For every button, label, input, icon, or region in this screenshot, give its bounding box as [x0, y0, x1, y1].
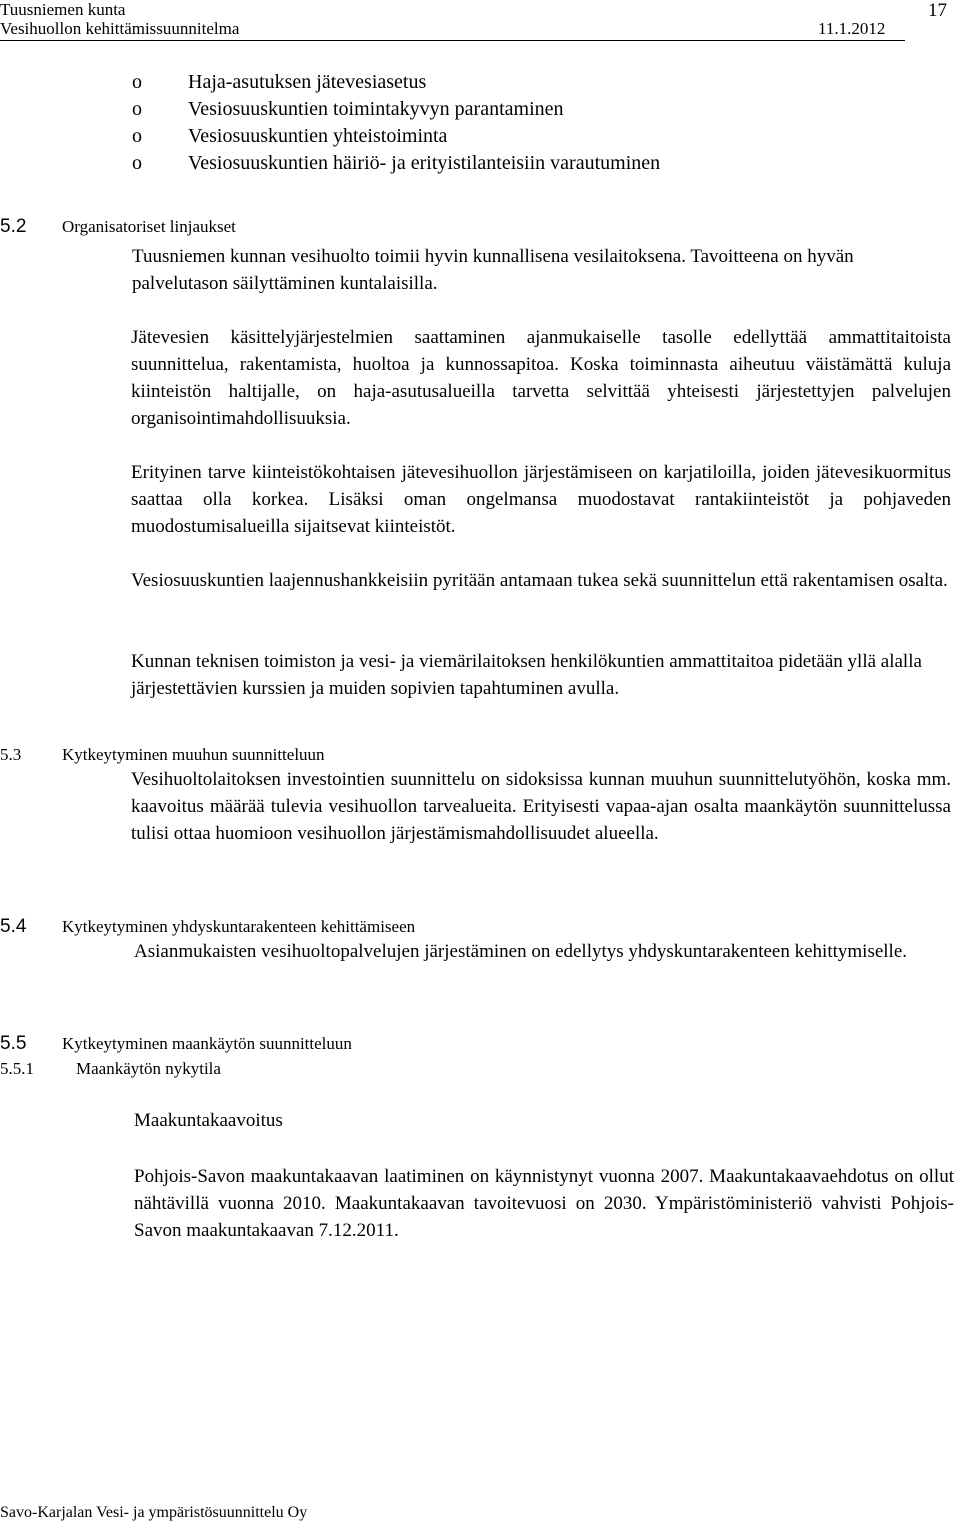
section-5-4-title: Kytkeytyminen yhdyskuntarakenteen kehittämiseen: [62, 917, 416, 936]
section-5-5-1-number: 5.5.1: [0, 1059, 34, 1078]
section-5-5-number: 5.5: [0, 1033, 27, 1054]
bullet-item: Vesiosuuskuntien toimintakyvyn parantaminen: [188, 98, 564, 120]
bullet-marker: o: [132, 125, 142, 147]
section-5-3-title: Kytkeytyminen muuhun suunnitteluun: [62, 745, 325, 764]
bullet-marker: o: [132, 98, 142, 120]
section-5-3-number: 5.3: [0, 745, 22, 764]
bullet-item: Haja-asutuksen jätevesiasetus: [188, 71, 427, 93]
section-5-4-number: 5.4: [0, 916, 27, 937]
section-5-5-1-paragraph: Pohjois-Savon maakuntakaavan laatiminen on käynnistynyt vuonna 2007. Maakuntakaavaehdotus on ollut nähtävillä vuonna 2010. Maakuntakaavan tavoitevuosi on 2030. Ympäristöministeriö vahvisti Pohjois-Savon maakuntakaavan 7.12.2011.: [134, 1166, 954, 1241]
footer-company: Savo-Karjalan Vesi- ja ympäristösuunnittelu Oy: [0, 1504, 308, 1521]
section-5-2-paragraph-2: Jätevesien käsittelyjärjestelmien saattaminen ajanmukaiselle tasolle edellyttää ammattitaitoista suunnittelua, rakentamista, huoltoa ja kunnossapitoa. Koska toiminnasta aiheutuu väistämättä kuluja kiinteistön haltijalle, on haja-asutusalueilla tarvetta selvittää yhteisesti järjestettyjen palvelujen organisointimahdollisuuksia.: [131, 327, 951, 429]
section-5-2-number: 5.2: [0, 216, 27, 237]
section-5-4-paragraph: Asianmukaisten vesihuoltopalvelujen järjestäminen on edellytys yhdyskuntarakenteen kehittymiselle.: [134, 941, 908, 962]
section-5-5-title: Kytkeytyminen maankäytön suunnitteluun: [62, 1034, 352, 1053]
section-5-5-1-title: Maankäytön nykytila: [76, 1059, 221, 1078]
header-organization: Tuusniemen kunta: [0, 0, 126, 19]
subheading-maakuntakaavoitus: Maakuntakaavoitus: [134, 1110, 283, 1131]
header-date: 11.1.2012: [818, 19, 886, 38]
section-5-2-paragraph-4: Vesiosuuskuntien laajennushankkeisiin pyritään antamaan tukea sekä suunnittelun että rakentamisen osalta.: [131, 570, 948, 591]
section-5-3-paragraph: Vesihuoltolaitoksen investointien suunnittelu on sidoksissa kunnan muuhun suunnittelutyöhön, koska mm. kaavoitus määrää tulevia vesihuollon tarvealueita. Erityisesti vapaa-ajan osalta maankäytön suunnittelussa tulisi ottaa huomioon vesihuollon järjestämismahdollisuudet alueella.: [131, 769, 951, 844]
section-5-2-paragraph-3: Erityinen tarve kiinteistökohtaisen jätevesihuollon järjestämiseen on karjatiloilla, joiden jätevesikuormitus saattaa olla korkea. Lisäksi oman ongelmansa muodostavat rantakiinteistöt ja pohjaveden muodostumisalueilla sijaitsevat kiinteistöt.: [131, 462, 951, 537]
header-divider: [0, 40, 905, 41]
section-5-2-title: Organisatoriset linjaukset: [62, 217, 236, 236]
header-document-title: Vesihuollon kehittämissuunnitelma: [0, 19, 240, 38]
bullet-marker: o: [132, 71, 142, 93]
section-5-2-paragraph-5: Kunnan teknisen toimiston ja vesi- ja viemärilaitoksen henkilökuntien ammattitaitoa pidetään yllä alalla järjestettävien kurssien ja muiden sopivien tapahtuminen avulla.: [131, 651, 922, 699]
page-number: 17: [928, 0, 947, 21]
bullet-item: Vesiosuuskuntien häiriö- ja erityistilanteisiin varautuminen: [188, 152, 661, 174]
bullet-item: Vesiosuuskuntien yhteistoiminta: [188, 125, 448, 147]
section-5-2-paragraph-1: Tuusniemen kunnan vesihuolto toimii hyvin kunnallisena vesilaitoksena. Tavoitteena on hyvän palvelutason säilyttäminen kuntalaisilla.: [132, 246, 854, 294]
bullet-marker: o: [132, 152, 142, 174]
